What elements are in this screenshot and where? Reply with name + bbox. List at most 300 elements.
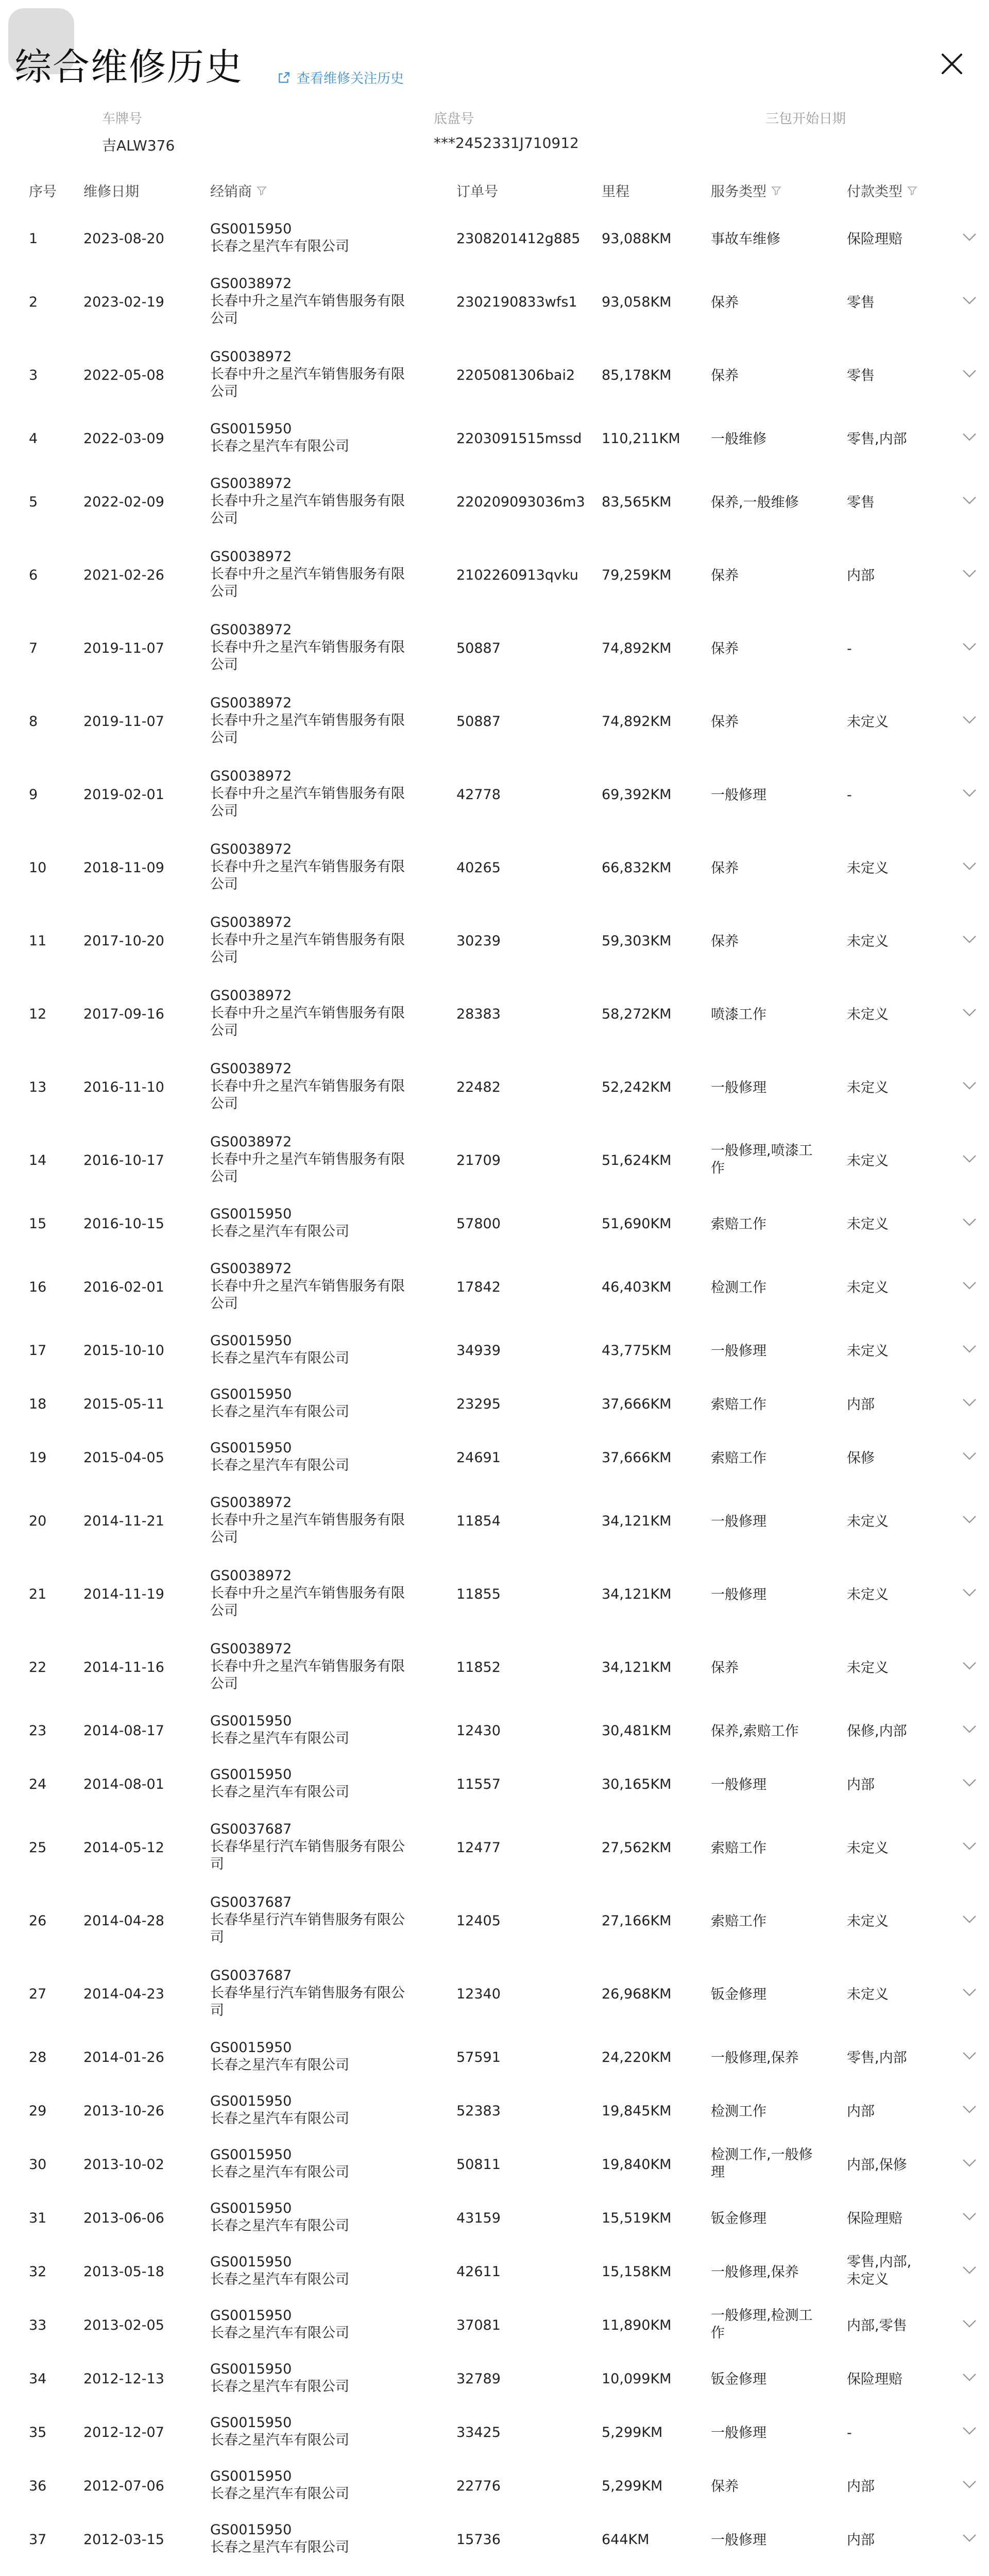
cell-payment: 零售,内部: [847, 431, 907, 447]
table-row[interactable]: [0, 1810, 989, 1884]
cell-service: 一般修理: [711, 1587, 766, 1603]
cell-mileage: 74,892KM: [602, 714, 672, 730]
cell-service: 一般修理,喷漆工作: [711, 1143, 813, 1176]
dealer-code: GS0037687: [210, 1968, 292, 1984]
dealer-name: 长春之星汽车有限公司: [210, 1404, 349, 1420]
table-row[interactable]: [0, 2137, 989, 2191]
close-icon: [933, 45, 970, 82]
cell-order: 12430: [456, 1723, 501, 1739]
cell-no: 4: [29, 431, 38, 447]
cell-mileage: 37,666KM: [602, 1396, 672, 1412]
cell-order: 22776: [456, 2478, 501, 2494]
cell-payment: 未定义: [847, 1587, 889, 1603]
table-row[interactable]: [0, 465, 989, 538]
table-row[interactable]: [0, 757, 989, 831]
cell-mileage: 5,299KM: [602, 2478, 663, 2494]
cell-order: 57800: [456, 1216, 501, 1232]
dealer-code: GS0015950: [210, 2147, 292, 2163]
table-row[interactable]: [0, 904, 989, 977]
table-row[interactable]: [0, 684, 989, 757]
cell-order: 40265: [456, 860, 501, 876]
table-row[interactable]: [0, 977, 989, 1050]
chevron-down-icon[interactable]: [959, 490, 980, 511]
dealer-name: 长春中升之星汽车销售服务有限公司: [210, 713, 405, 746]
info-value: 吉ALW376: [102, 137, 175, 154]
cell-order: 12405: [456, 1913, 501, 1929]
chevron-down-icon[interactable]: [959, 2153, 980, 2173]
table-row[interactable]: [0, 2405, 989, 2459]
table-row[interactable]: [0, 265, 989, 338]
cell-service: 事故车维修: [711, 231, 780, 247]
cell-service: 索赔工作: [711, 1913, 766, 1929]
table-header: [0, 170, 989, 211]
table-row[interactable]: [0, 1757, 989, 1810]
cell-dealer: [210, 841, 416, 893]
dealer-code: GS0015950: [210, 2468, 292, 2484]
dealer-name: 长春之星汽车有限公司: [210, 2325, 349, 2341]
cell-dealer: [210, 2200, 416, 2235]
chevron-down-icon[interactable]: [959, 1275, 980, 1296]
chevron-down-icon[interactable]: [959, 1509, 980, 1530]
table-row[interactable]: [0, 1430, 989, 1484]
chevron-down-icon[interactable]: [959, 636, 980, 657]
chevron-down-icon[interactable]: [959, 1772, 980, 1793]
dealer-code: GS0038972: [210, 988, 292, 1004]
cell-no: 31: [29, 2210, 47, 2226]
cell-no: 7: [29, 640, 38, 656]
table-row[interactable]: [0, 2298, 989, 2351]
table-row[interactable]: [0, 1884, 989, 1957]
table-row[interactable]: [0, 211, 989, 265]
chevron-down-icon[interactable]: [959, 2206, 980, 2227]
cell-date: 2019-11-07: [83, 714, 164, 730]
cell-service: 保养: [711, 641, 739, 657]
dealer-name: 长春中升之星汽车销售服务有限公司: [210, 1512, 405, 1546]
cell-payment: 未定义: [847, 1280, 889, 1296]
cell-order: 23295: [456, 1396, 501, 1412]
cell-dealer: [210, 768, 416, 820]
cell-dealer: [210, 1260, 416, 1313]
chevron-down-icon[interactable]: [959, 2260, 980, 2280]
cell-dealer: [210, 1133, 416, 1186]
cell-no: 33: [29, 2317, 47, 2333]
cell-dealer: [210, 1713, 416, 1748]
cell-payment: 零售,内部: [847, 2050, 907, 2066]
info-label: 车牌号: [102, 111, 143, 127]
cell-service: 检测工作,一般修理: [711, 2147, 813, 2180]
cell-payment: 未定义: [847, 1080, 889, 1096]
dealer-name: 长春中升之星汽车销售服务有限公司: [210, 493, 405, 527]
cell-service: 喷漆工作: [711, 1007, 766, 1023]
cell-mileage: 85,178KM: [602, 367, 672, 383]
cell-order: 2308201412g885: [456, 231, 581, 247]
cell-date: 2013-02-05: [83, 2317, 164, 2333]
chevron-down-icon[interactable]: [959, 1719, 980, 1739]
cell-mileage: 26,968KM: [602, 1986, 672, 2002]
cell-service: 钣金修理: [711, 2211, 766, 2227]
dealer-code: GS0038972: [210, 1641, 292, 1657]
cell-mileage: 15,158KM: [602, 2264, 672, 2280]
cell-service: 一般修理: [711, 787, 766, 803]
table-row[interactable]: [0, 1557, 989, 1630]
chevron-down-icon[interactable]: [959, 2528, 980, 2548]
cell-dealer: [210, 1439, 416, 1475]
cell-mileage: 93,058KM: [602, 294, 672, 310]
table-row[interactable]: [0, 2459, 989, 2512]
cell-date: 2014-11-16: [83, 1659, 164, 1675]
cell-date: 2012-07-06: [83, 2478, 164, 2494]
chevron-down-icon[interactable]: [959, 1392, 980, 1413]
cell-mileage: 27,166KM: [602, 1913, 672, 1929]
cell-payment: 未定义: [847, 1987, 889, 2003]
cell-no: 9: [29, 787, 38, 803]
cell-order: 50887: [456, 640, 501, 656]
cell-service: 保养: [711, 295, 739, 311]
chevron-down-icon[interactable]: [959, 1582, 980, 1603]
cell-dealer: [210, 2521, 416, 2556]
cell-dealer: [210, 1894, 416, 1946]
dealer-name: 长春中升之星汽车销售服务有限公司: [210, 932, 405, 965]
chevron-down-icon[interactable]: [959, 2420, 980, 2441]
col-header-dealer[interactable]: 经销商: [210, 180, 267, 200]
cell-payment: 内部: [847, 1397, 875, 1413]
cell-date: 2013-06-06: [83, 2210, 164, 2226]
table-row[interactable]: [0, 2566, 989, 2576]
chevron-down-icon[interactable]: [959, 1655, 980, 1676]
cell-payment: 未定义: [847, 1343, 889, 1359]
cell-order: 57591: [456, 2049, 501, 2065]
cell-mileage: 27,562KM: [602, 1840, 672, 1856]
cell-date: 2017-10-20: [83, 933, 164, 949]
dealer-name: 长春中升之星汽车销售服务有限公司: [210, 1278, 405, 1312]
cell-date: 2014-08-01: [83, 1776, 164, 1792]
cell-service: 保养: [711, 1660, 739, 1676]
cell-payment: 未定义: [847, 714, 889, 730]
cell-payment: 未定义: [847, 1660, 889, 1676]
filter-icon: [771, 185, 782, 196]
table-row[interactable]: [0, 1050, 989, 1123]
table-row[interactable]: [0, 411, 989, 465]
table-row[interactable]: [0, 611, 989, 684]
cell-payment: 未定义: [847, 1913, 889, 1929]
dealer-name: 长春华星行汽车销售服务有限公司: [210, 1912, 405, 1945]
chevron-down-icon[interactable]: [959, 2313, 980, 2334]
dealer-code: GS0015950: [210, 2308, 292, 2324]
chevron-down-icon[interactable]: [959, 363, 980, 384]
dealer-name: 长春华星行汽车销售服务有限公司: [210, 1985, 405, 2019]
cell-mileage: 74,892KM: [602, 640, 672, 656]
table-row[interactable]: [0, 2351, 989, 2405]
table-row[interactable]: [0, 2512, 989, 2566]
cell-service: 检测工作: [711, 2104, 766, 2120]
cell-service: 一般维修: [711, 431, 766, 447]
cell-order: 11852: [456, 1659, 501, 1675]
cell-service: 一般修理: [711, 2425, 766, 2441]
cell-dealer: [210, 275, 416, 328]
table-row[interactable]: [0, 1123, 989, 1196]
close-button[interactable]: [933, 45, 970, 82]
dealer-name: 长春中升之星汽车销售服务有限公司: [210, 1151, 405, 1185]
info-label: 三包开始日期: [765, 111, 846, 127]
table-row[interactable]: [0, 338, 989, 411]
dealer-name: 长春之星汽车有限公司: [210, 2379, 349, 2395]
chevron-down-icon[interactable]: [959, 2045, 980, 2066]
table-row[interactable]: [0, 2244, 989, 2298]
cell-date: 2022-03-09: [83, 431, 164, 447]
cell-date: 2014-05-12: [83, 1840, 164, 1856]
chevron-down-icon[interactable]: [959, 2367, 980, 2387]
cell-no: 25: [29, 1840, 47, 1856]
cell-order: 2203091515mssd: [456, 431, 582, 447]
cell-no: 6: [29, 567, 38, 583]
cell-payment: 零售: [847, 295, 875, 311]
cell-order: 21709: [456, 1153, 501, 1168]
dealer-code: GS0038972: [210, 1568, 292, 1584]
chevron-down-icon[interactable]: [959, 563, 980, 584]
dealer-code: GS0015950: [210, 2040, 292, 2056]
cell-date: 2016-10-17: [83, 1153, 164, 1168]
table-row[interactable]: [0, 1957, 989, 2030]
cell-no: 16: [29, 1279, 47, 1295]
chevron-down-icon[interactable]: [959, 1002, 980, 1023]
cell-mileage: 15,519KM: [602, 2210, 672, 2226]
dealer-code: GS0038972: [210, 841, 292, 857]
chevron-down-icon[interactable]: [959, 2474, 980, 2495]
dealer-code: GS0015950: [210, 2254, 292, 2270]
chevron-down-icon[interactable]: [959, 1075, 980, 1096]
chevron-down-icon[interactable]: [959, 1909, 980, 1929]
cell-no: 29: [29, 2103, 47, 2119]
dealer-name: 长春之星汽车有限公司: [210, 2539, 349, 2555]
cell-service: 一般修理: [711, 2532, 766, 2548]
cell-order: 12340: [456, 1986, 501, 2002]
cell-payment: 内部: [847, 2104, 875, 2120]
cell-service: 一般修理: [711, 1080, 766, 1096]
table-row[interactable]: [0, 1323, 989, 1377]
cell-service: 保养: [711, 934, 739, 950]
cell-dealer: [210, 1206, 416, 1241]
chevron-down-icon[interactable]: [959, 929, 980, 950]
dealer-name: 长春之星汽车有限公司: [210, 2272, 349, 2287]
cell-dealer: [210, 1567, 416, 1620]
dealer-name: 长春中升之星汽车销售服务有限公司: [210, 639, 405, 673]
cell-dealer: [210, 475, 416, 528]
cell-service: 一般修理,检测工作: [711, 2308, 813, 2341]
table-row[interactable]: [0, 1484, 989, 1557]
cell-service: 一般修理: [711, 1777, 766, 1793]
cell-no: 36: [29, 2478, 47, 2494]
cell-mileage: 5,299KM: [602, 2425, 663, 2441]
cell-order: 12477: [456, 1840, 501, 1856]
cell-date: 2014-11-21: [83, 1513, 164, 1529]
chevron-down-icon[interactable]: [959, 1982, 980, 2003]
cell-dealer: [210, 694, 416, 747]
cell-payment: 保险理赔: [847, 231, 902, 247]
cell-service: 保养: [711, 2479, 739, 2495]
cell-service: 索赔工作: [711, 1840, 766, 1856]
cell-date: 2014-01-26: [83, 2049, 164, 2065]
info-plate-number: [102, 108, 175, 155]
table-row[interactable]: [0, 2083, 989, 2137]
col-header-date: 维修日期: [83, 184, 139, 200]
dealer-code: GS0015950: [210, 421, 292, 437]
dealer-name: 长春中升之星汽车销售服务有限公司: [210, 1005, 405, 1039]
dealer-code: GS0037687: [210, 1821, 292, 1837]
cell-payment: 内部: [847, 2479, 875, 2495]
chevron-down-icon[interactable]: [959, 427, 980, 447]
table-row[interactable]: [0, 1630, 989, 1703]
table-row[interactable]: [0, 1196, 989, 1250]
cell-order: 2302190833wfs1: [456, 294, 577, 310]
dealer-name: 长春中升之星汽车销售服务有限公司: [210, 566, 405, 600]
col-header-payment[interactable]: 付款类型: [847, 180, 918, 200]
chevron-down-icon[interactable]: [959, 783, 980, 803]
chevron-down-icon[interactable]: [959, 227, 980, 247]
cell-order: 30239: [456, 933, 501, 949]
cell-dealer: [210, 2039, 416, 2074]
cell-service: 钣金修理: [711, 1987, 766, 2003]
chevron-down-icon[interactable]: [959, 1212, 980, 1232]
chevron-down-icon[interactable]: [959, 709, 980, 730]
cell-mileage: 34,121KM: [602, 1586, 672, 1602]
dealer-code: GS0015950: [210, 1440, 292, 1456]
cell-date: 2013-05-18: [83, 2264, 164, 2280]
cell-date: 2016-11-10: [83, 1079, 164, 1095]
cell-date: 2019-11-07: [83, 640, 164, 656]
cell-payment: 未定义: [847, 1514, 889, 1530]
cell-no: 5: [29, 494, 38, 510]
cell-mileage: 644KM: [602, 2532, 650, 2548]
chevron-down-icon[interactable]: [959, 1836, 980, 1856]
info-warranty-start: [765, 108, 846, 134]
cell-mileage: 79,259KM: [602, 567, 672, 583]
cell-date: 2014-11-19: [83, 1586, 164, 1602]
dealer-code: GS0038972: [210, 1261, 292, 1277]
dealer-code: GS0038972: [210, 476, 292, 492]
cell-order: 28383: [456, 1006, 501, 1022]
cell-order: 11557: [456, 1776, 501, 1792]
dealer-code: GS0037687: [210, 1894, 292, 1910]
cell-order: 17842: [456, 1279, 501, 1295]
chevron-down-icon[interactable]: [959, 1148, 980, 1169]
cell-service: 索赔工作: [711, 1450, 766, 1466]
dealer-code: GS0038972: [210, 695, 292, 711]
table-row[interactable]: [0, 1377, 989, 1430]
cell-date: 2014-04-28: [83, 1913, 164, 1929]
cell-order: 43159: [456, 2210, 501, 2226]
dealer-code: GS0015950: [210, 1767, 292, 1783]
cell-payment: 未定义: [847, 1840, 889, 1856]
cell-no: 37: [29, 2532, 47, 2548]
chevron-down-icon[interactable]: [959, 856, 980, 876]
cell-no: 28: [29, 2049, 47, 2065]
chevron-down-icon[interactable]: [959, 1446, 980, 1466]
cell-dealer: [210, 348, 416, 401]
cell-dealer: [210, 1967, 416, 2020]
cell-payment: 未定义: [847, 934, 889, 950]
table-row[interactable]: [0, 831, 989, 904]
cell-mileage: 43,775KM: [602, 1343, 672, 1359]
dealer-name: 长春之星汽车有限公司: [210, 2111, 349, 2127]
dealer-name: 长春之星汽车有限公司: [210, 2218, 349, 2234]
cell-date: 2012-12-13: [83, 2371, 164, 2387]
dealer-name: 长春之星汽车有限公司: [210, 1224, 349, 1240]
cell-no: 21: [29, 1586, 47, 1602]
cell-payment: 保险理赔: [847, 2211, 902, 2227]
table-row[interactable]: [0, 1250, 989, 1323]
cell-no: 11: [29, 933, 47, 949]
cell-mileage: 24,220KM: [602, 2049, 672, 2065]
cell-date: 2012-03-15: [83, 2532, 164, 2548]
cell-dealer: [210, 2146, 416, 2181]
cell-no: 15: [29, 1216, 47, 1232]
dealer-code: GS0015950: [210, 2361, 292, 2377]
chevron-down-icon[interactable]: [959, 290, 980, 311]
cell-no: 1: [29, 231, 38, 247]
dealer-name: 长春中升之星汽车销售服务有限公司: [210, 293, 405, 327]
cell-date: 2014-08-17: [83, 1723, 164, 1739]
cell-payment: 零售: [847, 368, 875, 384]
dealer-name: 长春中升之星汽车销售服务有限公司: [210, 859, 405, 892]
cell-service: 索赔工作: [711, 1397, 766, 1413]
cell-no: 22: [29, 1659, 47, 1675]
cell-mileage: 51,624KM: [602, 1153, 672, 1168]
cell-dealer: [210, 2468, 416, 2503]
info-value: ***2452331J710912: [434, 134, 579, 151]
cell-date: 2015-04-05: [83, 1450, 164, 1466]
cell-no: 23: [29, 1723, 47, 1739]
cell-service: 一般修理,保养: [711, 2264, 799, 2280]
chevron-down-icon[interactable]: [959, 2099, 980, 2120]
cell-dealer: [210, 2253, 416, 2289]
cell-order: 15736: [456, 2532, 501, 2548]
dealer-name: 长春之星汽车有限公司: [210, 1784, 349, 1800]
table-row[interactable]: [0, 2191, 989, 2244]
cell-service: 保养: [711, 714, 739, 730]
cell-order: 24691: [456, 1450, 501, 1466]
cell-dealer: [210, 2093, 416, 2128]
cell-dealer: [210, 2307, 416, 2342]
cell-payment: 内部: [847, 2532, 875, 2548]
col-header-service[interactable]: 服务类型: [711, 180, 782, 200]
chevron-down-icon[interactable]: [959, 1338, 980, 1359]
table-row[interactable]: [0, 538, 989, 611]
cell-payment: 保修,内部: [847, 1723, 907, 1739]
cell-service: 一般修理: [711, 1514, 766, 1530]
dealer-code: GS0038972: [210, 1134, 292, 1150]
cell-service: 一般修理: [711, 1343, 766, 1359]
cell-order: 52383: [456, 2103, 501, 2119]
cell-mileage: 51,690KM: [602, 1216, 672, 1232]
cell-date: 2017-09-16: [83, 1006, 164, 1022]
cell-service: 保养: [711, 860, 739, 876]
dealer-code: GS0038972: [210, 349, 292, 365]
cell-order: 11855: [456, 1586, 501, 1602]
cell-mileage: 19,845KM: [602, 2103, 672, 2119]
cell-mileage: 83,565KM: [602, 494, 672, 510]
view-history-link[interactable]: [277, 68, 404, 87]
table-row[interactable]: [0, 1703, 989, 1757]
table-row[interactable]: [0, 2030, 989, 2083]
cell-no: 26: [29, 1913, 47, 1929]
cell-payment: 保修: [847, 1450, 875, 1466]
cell-order: 50887: [456, 714, 501, 730]
cell-mileage: 10,099KM: [602, 2371, 672, 2387]
cell-date: 2022-05-08: [83, 367, 164, 383]
cell-order: 42778: [456, 787, 501, 803]
cell-mileage: 34,121KM: [602, 1513, 672, 1529]
dealer-code: GS0015950: [210, 2415, 292, 2431]
